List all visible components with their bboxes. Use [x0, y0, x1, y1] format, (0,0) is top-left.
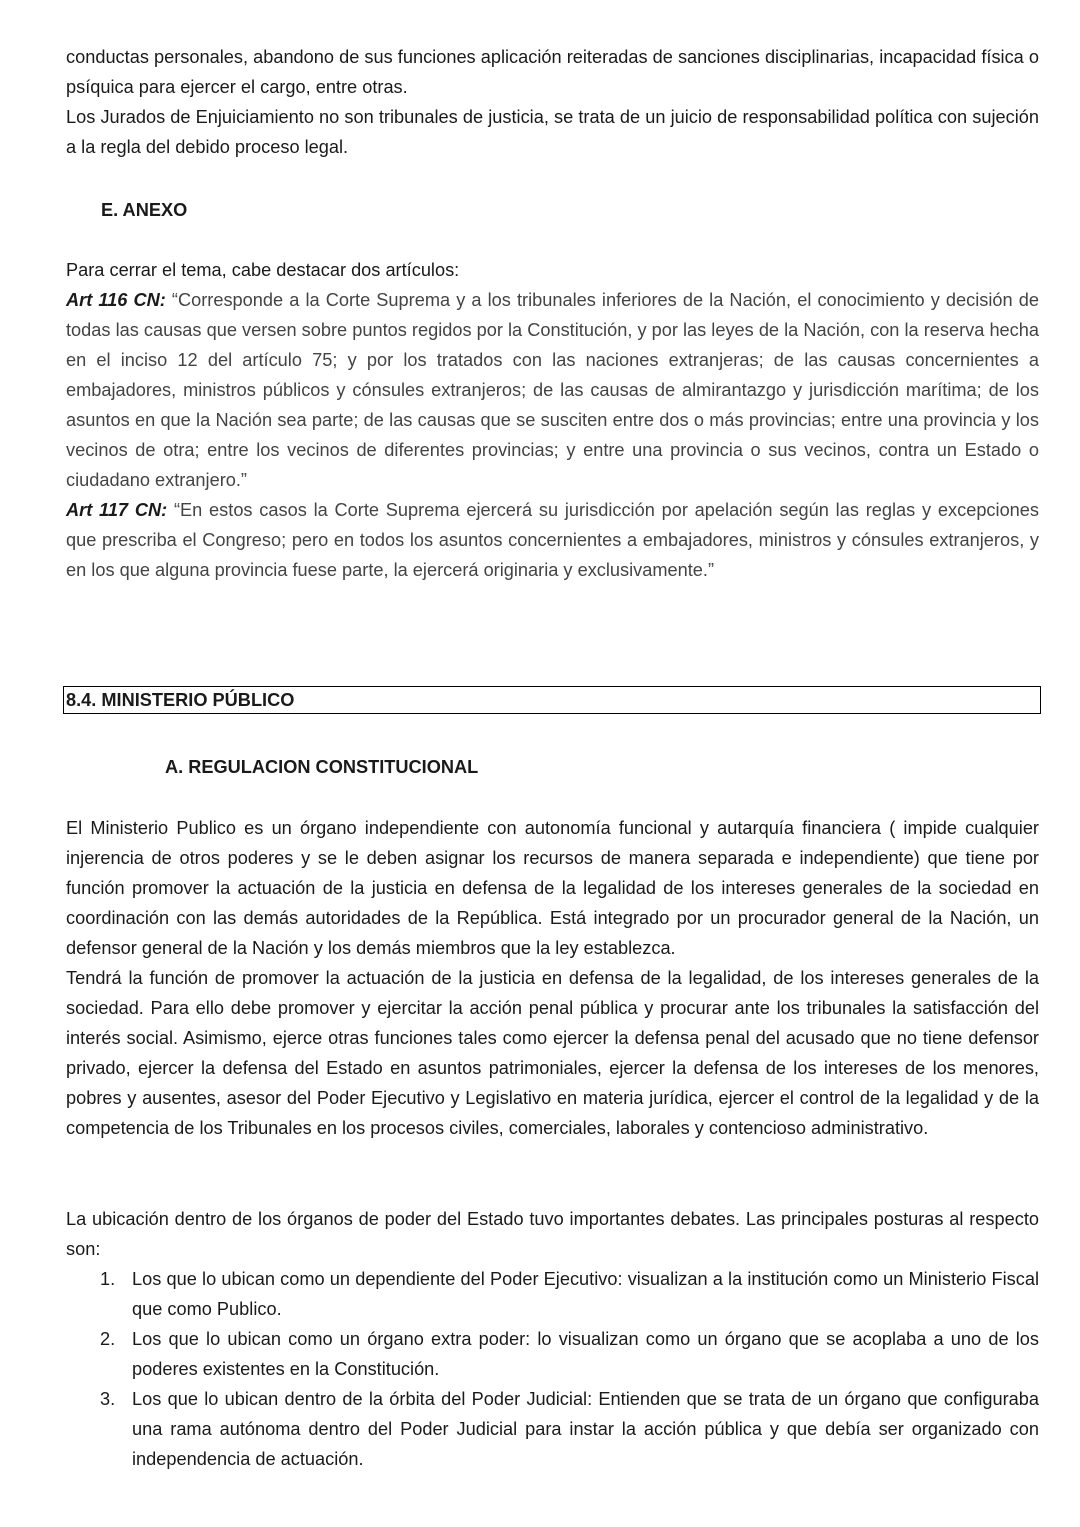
subheading: A. REGULACION CONSTITUCIONAL: [165, 757, 479, 777]
article-116-label: Art 116 CN:: [66, 290, 166, 310]
list-item: [66, 1324, 1039, 1384]
section-text: [66, 813, 1039, 1143]
article-116-text: “Corresponde a la Corte Suprema y a los tribunales inferiores de la Nación, el conocimiento y decisión de todas las causas que versen sobre puntos regidos por la Constitución, y por las leyes de la Nación, con la reserva hecha en el inciso 12 del artículo 75; y por los tratados con las naciones extranjeras; de las causas concernientes a embajadores, ministros públicos y cónsules extranjeros; de las causas de almirantazgo y jurisdicción marítima; de los asuntos en que la Nación sea parte; de las causas que se susciten entre dos o más provincias; entre una provincia y los vecinos de otra; entre los vecinos de diferentes provincias; y entre una provincia o sus vecinos, contra un Estado o ciudadano extranjero.”: [66, 290, 1039, 490]
postures-list: [66, 1264, 1039, 1474]
article-116: [66, 285, 1039, 495]
article-117-label: Art 117 CN:: [66, 500, 168, 520]
section-paragraph-3: La ubicación dentro de los órganos de poder del Estado tuvo importantes debates. Las principales posturas al respecto son:: [66, 1209, 1039, 1259]
list-item-number: 1.: [100, 1269, 116, 1289]
list-item-number: 2.: [100, 1329, 116, 1349]
intro-paragraph-1: conductas personales, abandono de sus funciones aplicación reiteradas de sanciones disciplinarias, incapacidad física o psíquica para ejercer el cargo, entre otras.: [66, 47, 1039, 97]
list-item-text: Los que lo ubican dentro de la órbita del Poder Judicial: Entienden que se trata de un órgano que configuraba una rama autónoma dentro del Poder Judicial para instar la acción pública y que debía ser organizado con independencia de actuación.: [132, 1389, 1039, 1469]
list-item-number: 3.: [100, 1389, 116, 1409]
anexo-lead: Para cerrar el tema, cabe destacar dos artículos:: [66, 260, 460, 280]
list-item: [66, 1384, 1039, 1474]
section-paragraph-3-block: [66, 1204, 1039, 1264]
section-paragraph-1: El Ministerio Publico es un órgano independiente con autonomía funcional y autarquía financiera ( impide cualquier injerencia de otros poderes y se le deben asignar los recursos de manera separada e independiente) que tiene por función promover la actuación de la justicia en defensa de la legalidad de los intereses generales de la sociedad en coordinación con las demás autoridades de la República. Está integrado por un procurador general de la Nación, un defensor general de la Nación y los demás miembros que la ley establezca.: [66, 818, 1039, 958]
intro-text: [66, 42, 1039, 162]
anexo-text: [66, 255, 1039, 585]
article-117: [66, 495, 1039, 585]
article-117-text: “En estos casos la Corte Suprema ejercerá su jurisdicción por apelación según las reglas y excepciones que prescriba el Congreso; pero en todos los asuntos concernientes a embajadores, ministros y cónsules extranjeros, y en los que alguna provincia fuese parte, la ejercerá originaria y exclusivamente.”: [66, 500, 1040, 580]
intro-paragraph-2: Los Jurados de Enjuiciamiento no son tribunales de justicia, se trata de un juicio de responsabilidad política con sujeción a la regla del debido proceso legal.: [66, 107, 1039, 157]
anexo-heading: E. ANEXO: [101, 200, 188, 220]
section-title-box: 8.4. MINISTERIO PÚBLICO: [63, 686, 1041, 714]
list-item: [66, 1264, 1039, 1324]
list-item-text: Los que lo ubican como un órgano extra poder: lo visualizan como un órgano que se acoplaba a uno de los poderes existentes en la Constitución.: [132, 1329, 1039, 1379]
list-item-text: Los que lo ubican como un dependiente del Poder Ejecutivo: visualizan a la institución como un Ministerio Fiscal que como Publico.: [132, 1269, 1039, 1319]
section-paragraph-2: Tendrá la función de promover la actuación de la justicia en defensa de la legalidad, de los intereses generales de la sociedad. Para ello debe promover y ejercitar la acción penal pública y procurar ante los tribunales la satisfacción del interés social. Asimismo, ejerce otras funciones tales como ejercer la defensa penal del acusado que no tiene defensor privado, ejercer la defensa del Estado en asuntos patrimoniales, ejercer la defensa de los intereses de los menores, pobres y ausentes, asesor del Poder Ejecutivo y Legislativo en materia jurídica, ejercer el control de la legalidad y de la competencia de los Tribunales en los procesos civiles, comerciales, laborales y contencioso administrativo.: [66, 968, 1039, 1138]
